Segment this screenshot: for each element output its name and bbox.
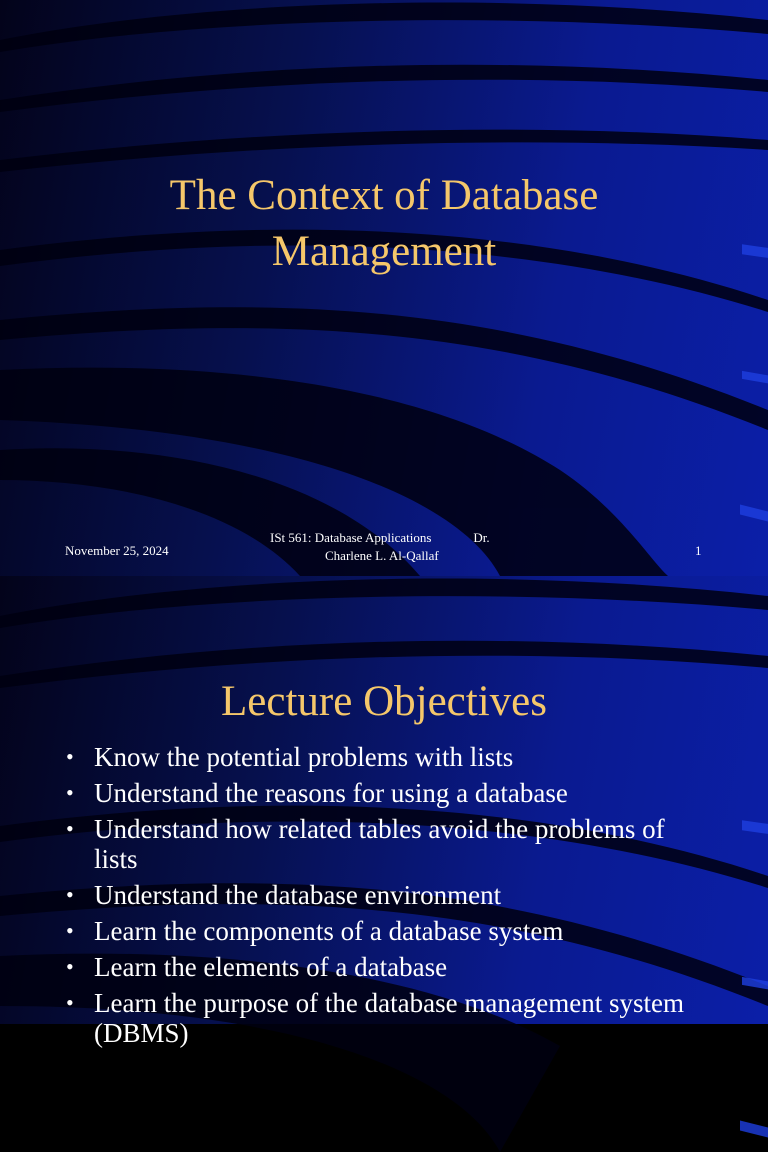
bullet-icon: • bbox=[66, 918, 74, 943]
list-item-text: Understand the reasons for using a database bbox=[94, 778, 568, 808]
bullet-icon: • bbox=[66, 816, 74, 841]
bullet-icon: • bbox=[66, 990, 74, 1015]
objectives-slide bbox=[0, 576, 768, 1048]
list-item bbox=[62, 952, 712, 982]
list-item-text: Learn the purpose of the database management system (DBMS) bbox=[94, 988, 685, 1048]
list-item bbox=[62, 778, 712, 808]
list-item bbox=[62, 916, 712, 946]
footer-course-name: ISt 561: Database Applications bbox=[270, 530, 432, 545]
list-item-text: Understand how related tables avoid the problems of lists bbox=[94, 814, 665, 874]
list-item bbox=[62, 814, 712, 874]
bullet-icon: • bbox=[66, 744, 74, 769]
footer-instructor-title: Dr. bbox=[473, 530, 490, 545]
title-line-1: The Context of Database bbox=[169, 172, 599, 219]
bullet-icon: • bbox=[66, 780, 74, 805]
list-item-text: Learn the components of a database system bbox=[94, 916, 564, 946]
bullet-icon: • bbox=[66, 882, 74, 907]
objectives-list bbox=[62, 742, 712, 1054]
footer-course-info bbox=[270, 529, 520, 565]
slide-title bbox=[0, 168, 768, 280]
title-line-2: Management bbox=[271, 228, 497, 275]
footer-instructor-name: Charlene L. Al-Qallaf bbox=[325, 548, 439, 563]
list-item-text: Learn the elements of a database bbox=[94, 952, 448, 982]
list-item bbox=[62, 988, 712, 1048]
footer-page-number: 1 bbox=[695, 543, 702, 558]
footer-date: November 25, 2024 bbox=[65, 543, 169, 558]
list-item bbox=[62, 742, 712, 772]
slide-title: Lecture Objectives bbox=[221, 678, 547, 725]
list-item-text: Know the potential problems with lists bbox=[94, 742, 514, 772]
list-item bbox=[62, 880, 712, 910]
list-item-text: Understand the database environment bbox=[94, 880, 502, 910]
bullet-icon: • bbox=[66, 954, 74, 979]
